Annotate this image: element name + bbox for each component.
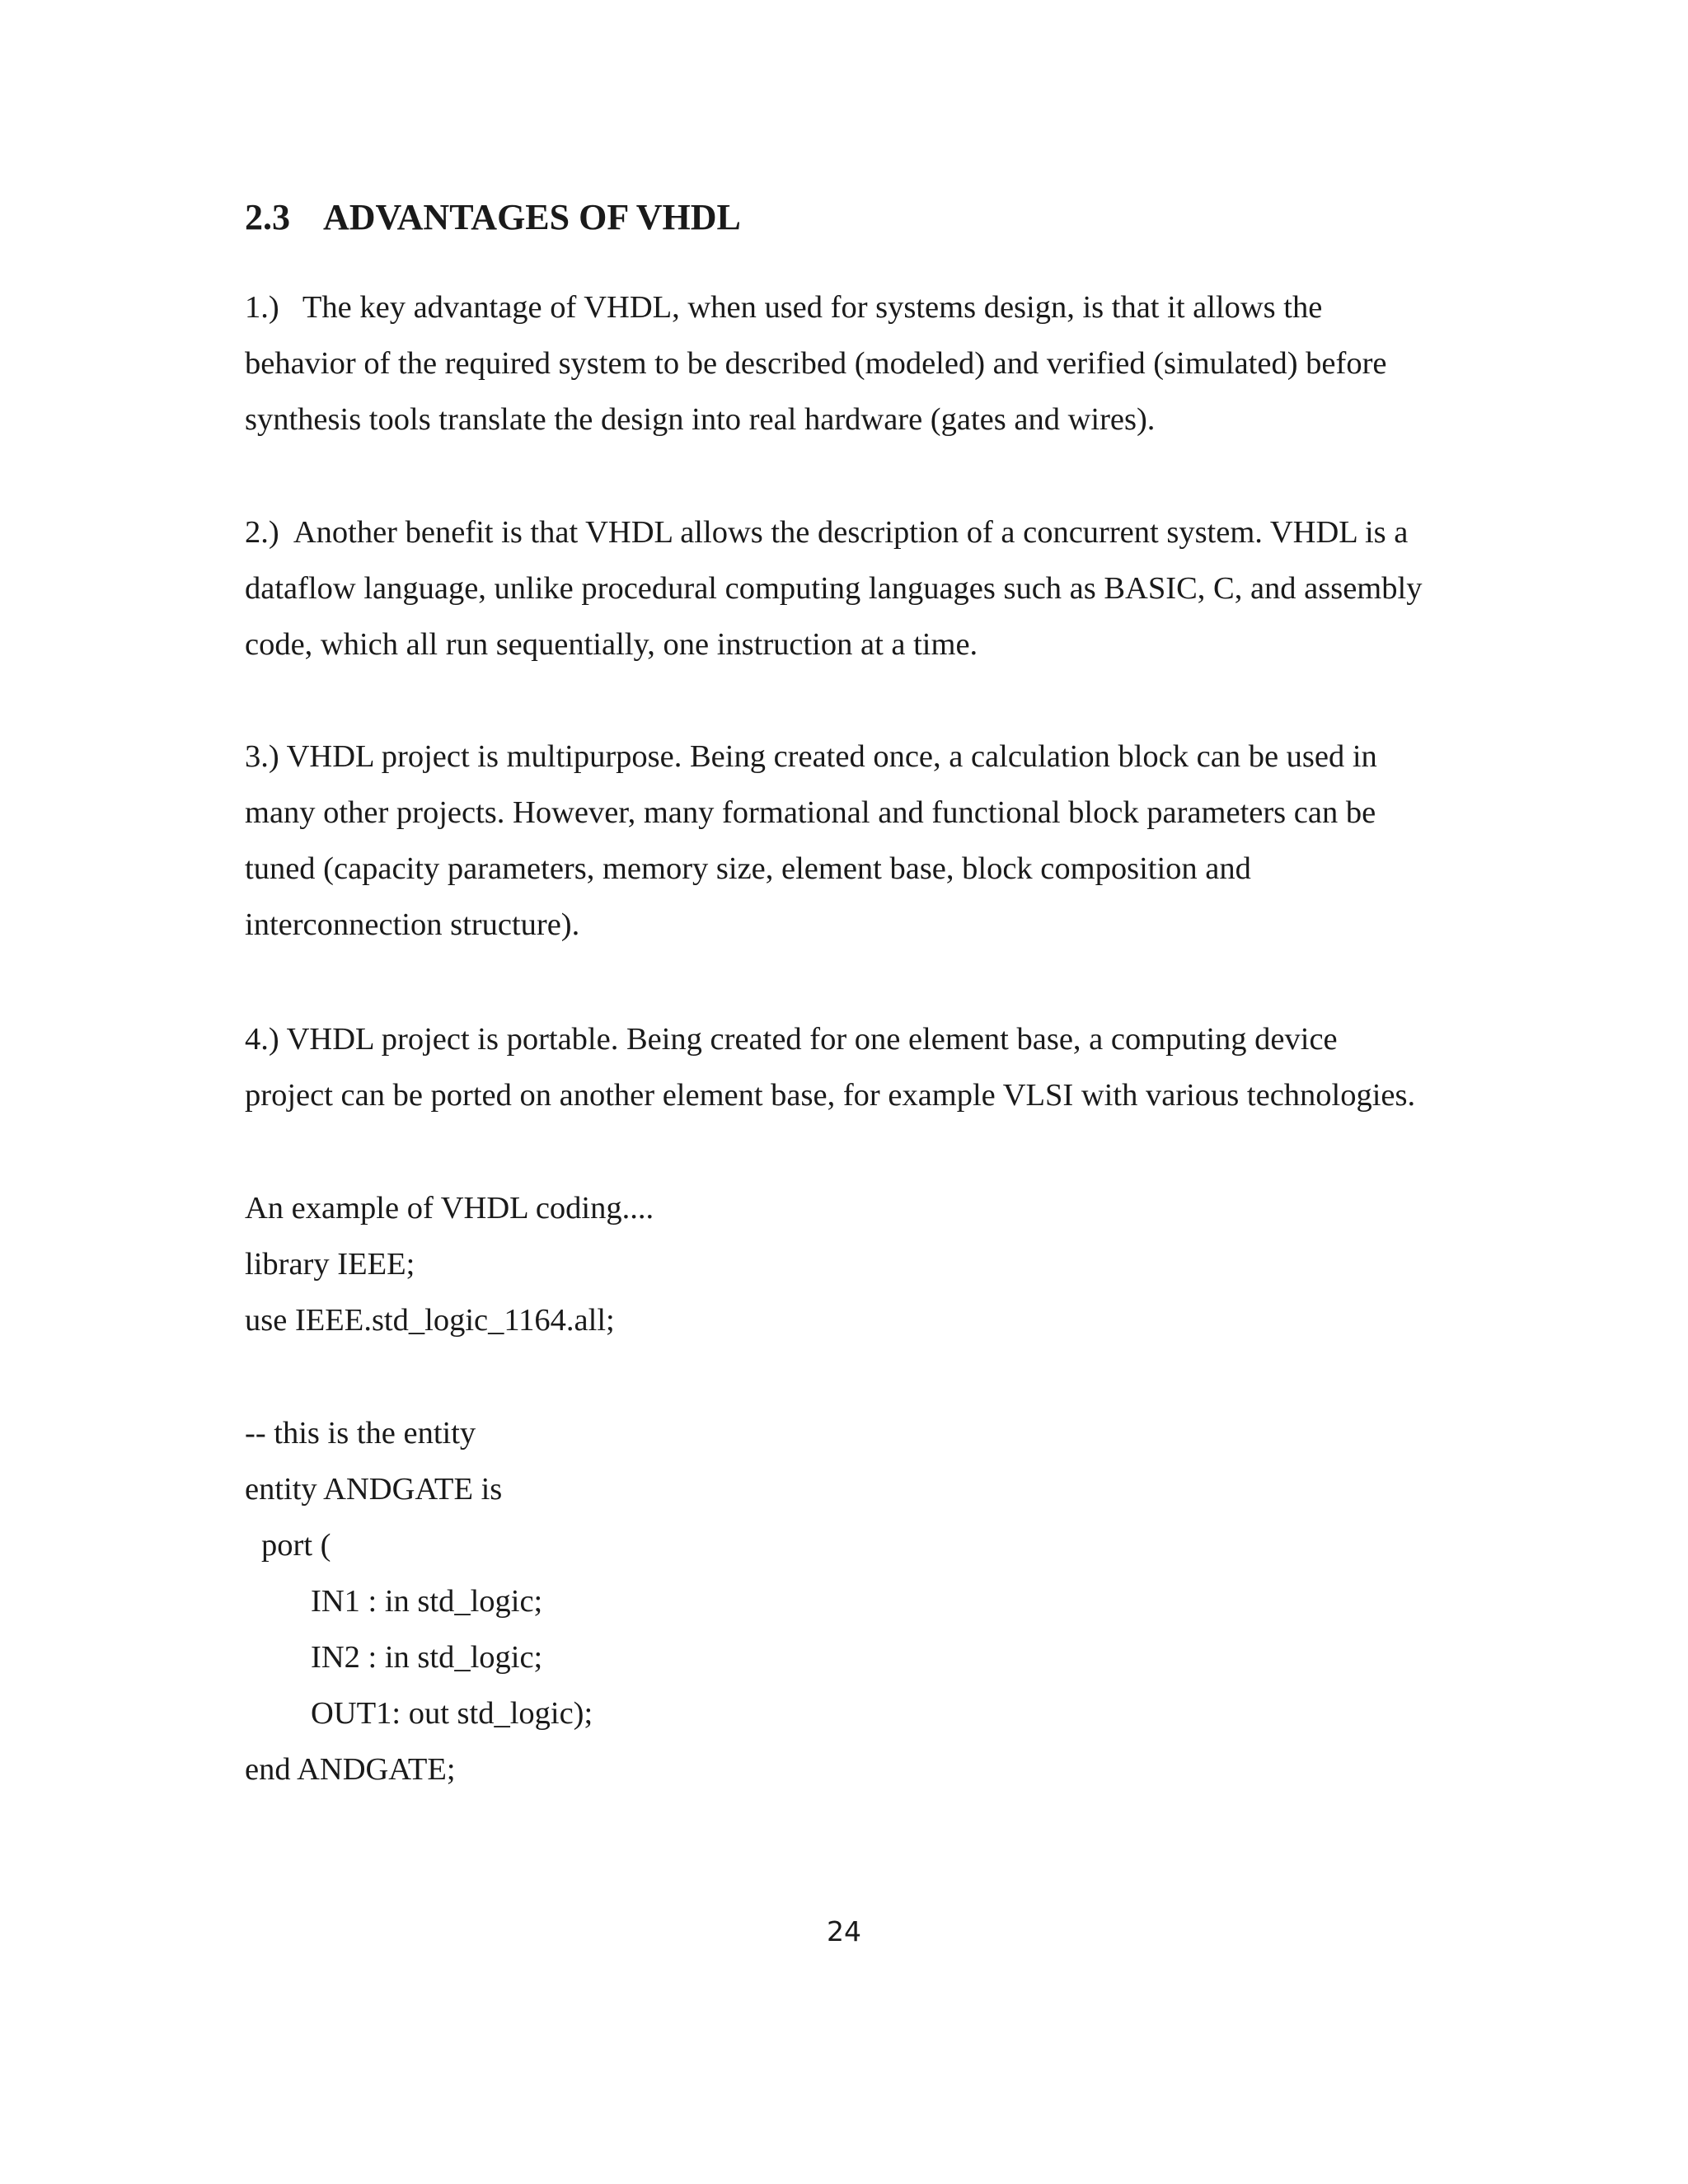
paragraph-line: 1.) The key advantage of VHDL, when used for systems design, is that it allows the	[245, 290, 1323, 325]
paragraph-line: 4.) VHDL project is portable. Being created for one element base, a computing device	[245, 1022, 1338, 1057]
paragraph-line: behavior of the required system to be described (modeled) and verified (simulated) before	[245, 346, 1387, 381]
code-example-header	[245, 1180, 1481, 1348]
page-number: 24	[827, 1915, 861, 1947]
code-comment: -- this is the entity	[245, 1416, 476, 1451]
paragraph-line: code, which all run sequentially, one instruction at a time.	[245, 627, 978, 662]
section-number: 2.3	[245, 197, 290, 237]
code-line: end ANDGATE;	[245, 1752, 456, 1787]
code-line: library IEEE;	[245, 1247, 415, 1282]
code-line: use IEEE.std_logic_1164.all;	[245, 1303, 615, 1338]
code-line: port (	[261, 1528, 331, 1563]
code-example-entity	[245, 1405, 1481, 1797]
paragraph-advantage-2	[245, 504, 1481, 673]
paragraph-line: synthesis tools translate the design into real hardware (gates and wires).	[245, 402, 1156, 437]
paragraph-advantage-4	[245, 1011, 1481, 1123]
paragraph-line: 2.) Another benefit is that VHDL allows the description of a concurrent system. VHDL is a	[245, 515, 1409, 550]
code-line: IN2 : in std_logic;	[311, 1640, 543, 1675]
paragraph-line: project can be ported on another element base, for example VLSI with various technologies.	[245, 1078, 1416, 1113]
code-line: entity ANDGATE is	[245, 1472, 503, 1507]
paragraph-line: interconnection structure).	[245, 907, 580, 942]
example-intro: An example of VHDL coding....	[245, 1191, 654, 1226]
paragraph-line: tuned (capacity parameters, memory size, element base, block composition and	[245, 851, 1251, 886]
section-heading	[245, 193, 741, 242]
paragraph-line: dataflow language, unlike procedural computing languages such as BASIC, C, and assembly	[245, 571, 1423, 606]
code-line: OUT1: out std_logic);	[311, 1696, 593, 1731]
code-line: IN1 : in std_logic;	[311, 1584, 543, 1619]
paragraph-advantage-3	[245, 729, 1481, 953]
paragraph-line: many other projects. However, many formational and functional block parameters can be	[245, 795, 1376, 830]
section-title: ADVANTAGES OF VHDL	[323, 197, 741, 237]
paragraph-advantage-1	[245, 279, 1481, 448]
paragraph-line: 3.) VHDL project is multipurpose. Being created once, a calculation block can be used in	[245, 739, 1377, 774]
